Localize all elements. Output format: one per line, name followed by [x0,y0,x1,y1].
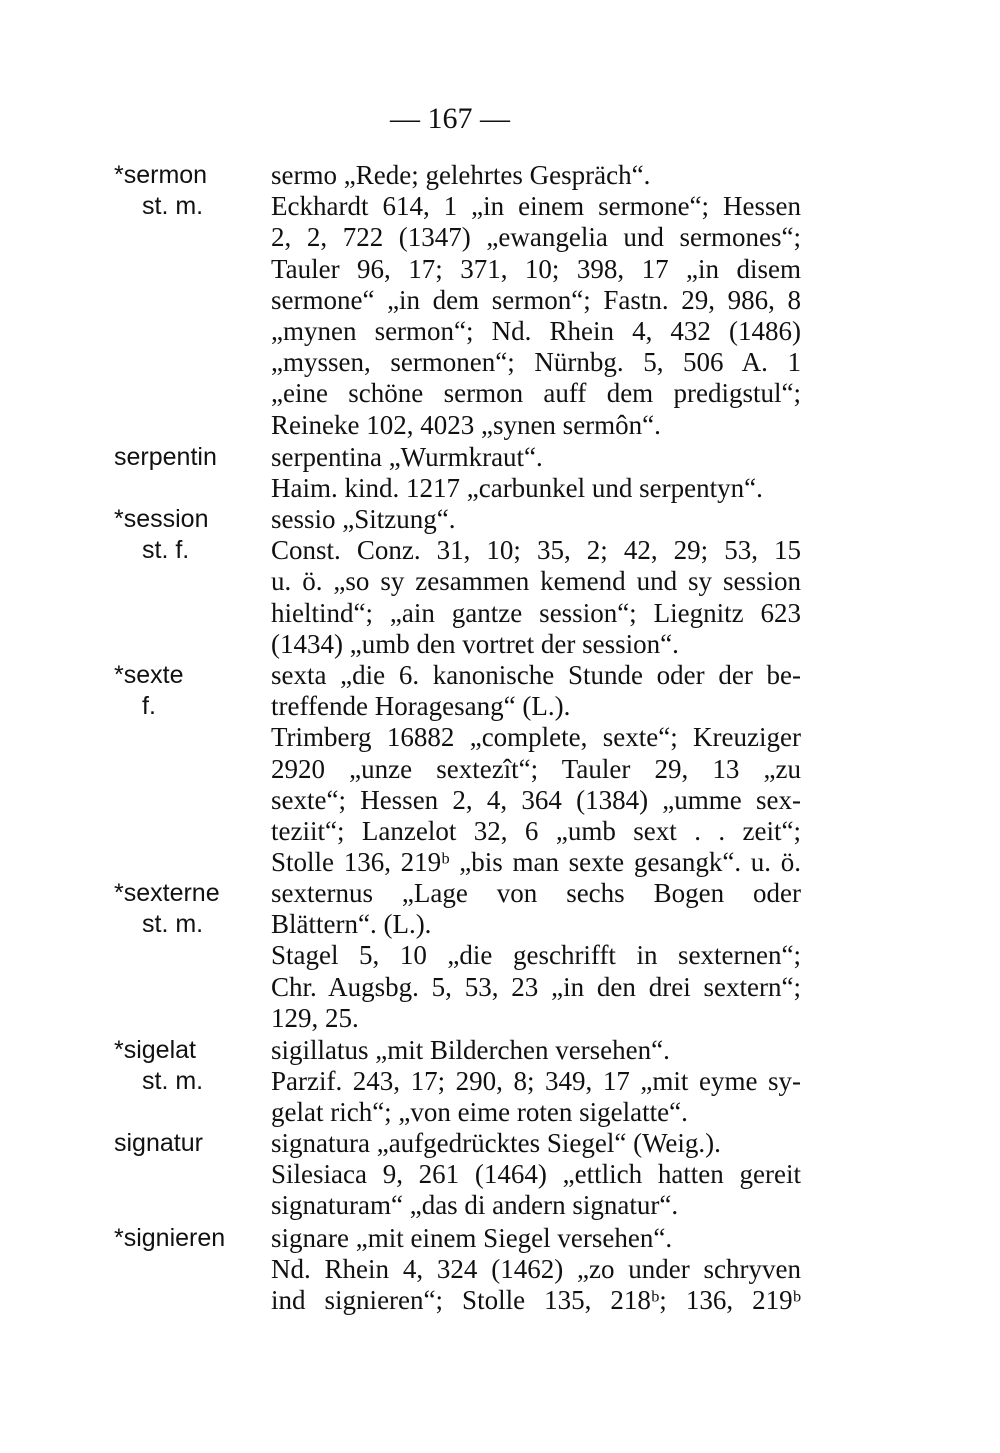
entry-line: Blättern“. (L.). [271,909,432,940]
entry-line: 129, 25. [271,1002,359,1033]
lemma-grammar: st. m. [142,1067,204,1095]
entry-line: 2920 „unze sextezît“; Tauler 29, 13 „zu [271,753,801,784]
lemma-grammar: f. [142,692,156,720]
entry-line: signatura „aufgedrücktes Siegel“ (Weig.). [271,1128,721,1158]
entry-line: Const. Conz. 31, 10; 35, 2; 42, 29; 53, 15 [271,535,801,566]
entry-line: gelat rich“; „von eime roten sigelatte“. [271,1097,688,1128]
entry-body [271,1035,801,1129]
entry-lemma [114,878,254,940]
entry-line: 2, 2, 722 (1347) „ewangelia und sermones“; [271,222,801,253]
entry-line: sexternus „Lage von sechs Bogen oder [271,878,801,908]
entry-line: Nd. Rhein 4, 324 (1462) „zo under schryven [271,1254,801,1285]
entry-body [271,1223,801,1317]
lemma-headword: *session [114,505,209,533]
lemma-grammar: st. m. [142,192,204,220]
lemma-headword: *sexterne [114,879,220,907]
entry-body [271,504,801,660]
entry-line: Chr. Augsbg. 5, 53, 23 „in den drei sextern“; [271,971,801,1002]
entry-line: u. ö. „so sy zesammen kemend und sy session [271,566,801,597]
entry-line: (1434) „umb den vortret der session“. [271,628,679,659]
entry-body [271,1128,801,1222]
entry-lemma [114,1128,254,1159]
entry-line: Silesiaca 9, 261 (1464) „ettlich hatten gereit [271,1159,801,1190]
entry-body [271,442,801,504]
entry-line: ind signieren“; Stolle 135, 218ᵇ; 136, 219ᵇ [271,1285,801,1316]
entry-body [271,160,801,441]
entry-line: „eine schöne sermon auff dem predigstul“; [271,378,801,409]
entry-line: Stagel 5, 10 „die geschrifft in sexternen“; [271,940,801,971]
entry-line: sexte“; Hessen 2, 4, 364 (1384) „umme sex- [271,784,801,815]
page-number: — 167 — [390,102,510,135]
entry-lemma [114,504,254,566]
entry-line: serpentina „Wurmkraut“. [271,442,543,472]
entry-line: signaturam“ „das di andern signatur“. [271,1190,679,1221]
entry-line: sigillatus „mit Bilderchen versehen“. [271,1035,670,1065]
entry-lemma [114,442,254,473]
entry-line: treffende Horagesang“ (L.). [271,691,571,722]
entry-lemma [114,1223,254,1254]
lemma-headword: *signieren [114,1224,226,1252]
entry-line: signare „mit einem Siegel versehen“. [271,1223,673,1253]
entry-line: Trimberg 16882 „complete, sexte“; Kreuziger [271,722,801,753]
entry-line: Reineke 102, 4023 „synen sermôn“. [271,409,661,440]
lemma-grammar: st. f. [142,536,190,564]
entry-line: Haim. kind. 1217 „carbunkel und serpentyn“. [271,473,763,504]
lemma-headword: *sexte [114,661,184,689]
entry-lemma [114,1035,254,1097]
entry-line: sexta „die 6. kanonische Stunde oder der be- [271,660,801,690]
entry-line: sessio „Sitzung“. [271,504,456,534]
entry-body [271,878,801,1034]
entry-line: Stolle 136, 219ᵇ „bis man sexte gesangk“. u. ö. [271,847,801,878]
lemma-headword: signatur [114,1129,203,1157]
lemma-headword: *sermon [114,161,208,189]
entry-line: hieltind“; „ain gantze session“; Liegnitz 623 [271,597,801,628]
entry-body [271,660,801,878]
lemma-headword: serpentin [114,443,217,471]
lemma-headword: *sigelat [114,1036,196,1064]
entry-line: „mynen sermon“; Nd. Rhein 4, 432 (1486) [271,316,801,347]
entry-line: Parzif. 243, 17; 290, 8; 349, 17 „mit eyme sy- [271,1066,801,1097]
entry-line: sermo „Rede; gelehrtes Gespräch“. [271,160,651,190]
entry-line: Eckhardt 614, 1 „in einem sermone“; Hessen [271,191,801,222]
entry-line: sermone“ „in dem sermon“; Fastn. 29, 986, 8 [271,284,801,315]
entry-line: Tauler 96, 17; 371, 10; 398, 17 „in disem [271,253,801,284]
entry-lemma [114,160,254,222]
entry-lemma [114,660,254,722]
entry-line: „myssen, sermonen“; Nürnbg. 5, 506 A. 1 [271,347,801,378]
entry-line: teziit“; Lanzelot 32, 6 „umb sext . . zeit“; [271,816,801,847]
lemma-grammar: st. m. [142,910,204,938]
